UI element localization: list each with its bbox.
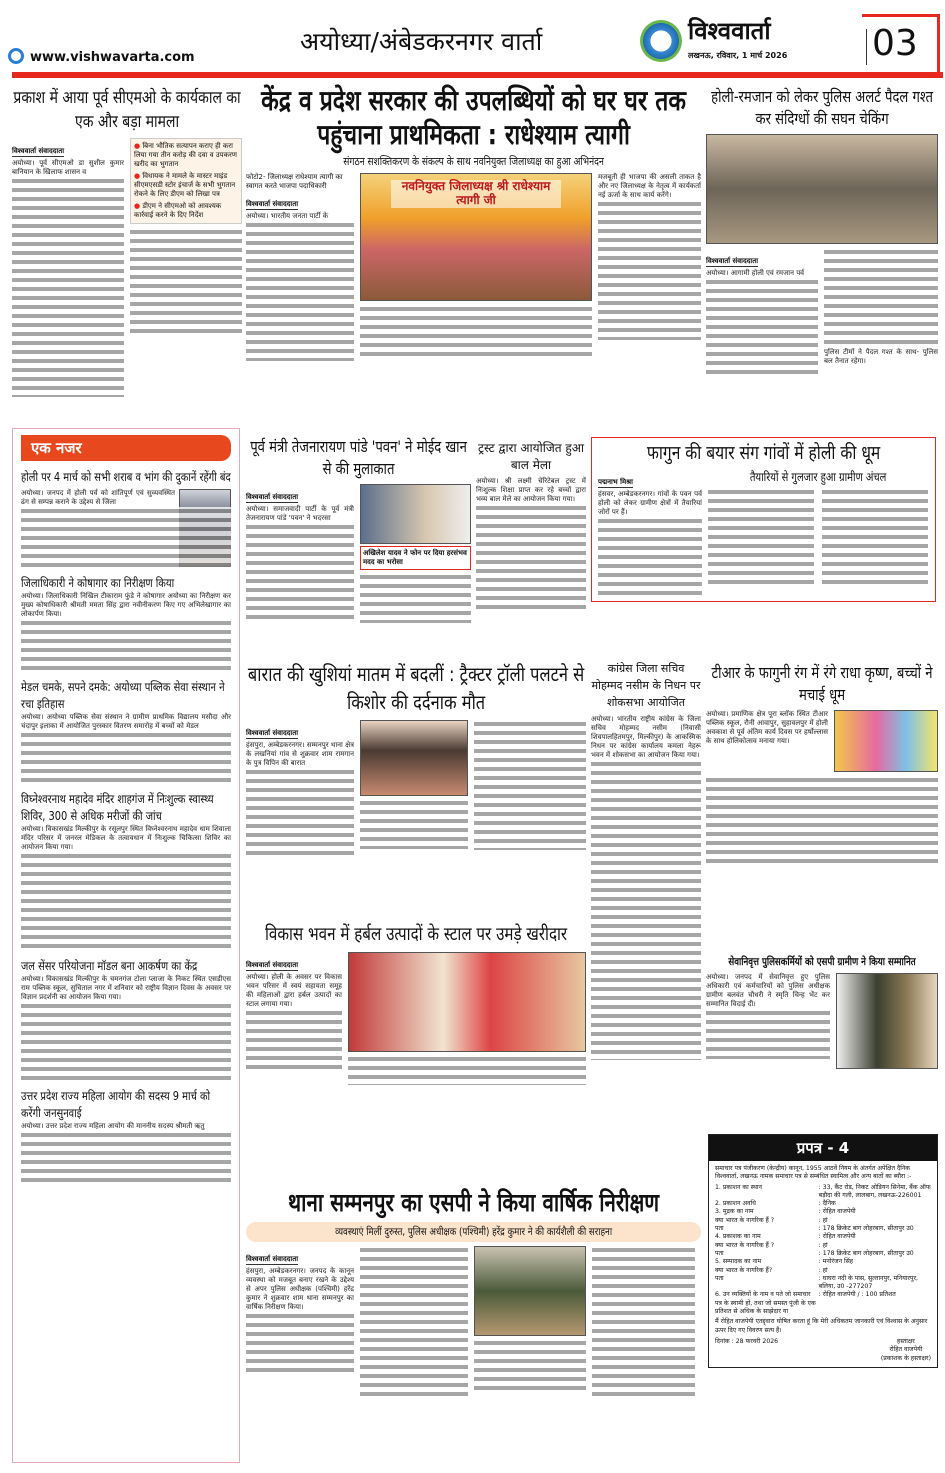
- form-row-value: : रोहित वाजपेयी: [818, 1208, 856, 1216]
- form-row-value: : 178 क्रिकेट बाग लोहरबाग, सीतापुर उ0: [818, 1249, 914, 1257]
- form-row-label: 5. सम्पादक का नाम: [715, 1258, 762, 1266]
- body-text: [598, 200, 701, 340]
- body-text: [360, 1246, 468, 1396]
- form-row: [715, 1242, 931, 1250]
- lead-text: अयोध्या। आगामी होली एवं रमजान पर्व: [706, 269, 805, 277]
- brief-text: अयोध्या। जनपद में होली पर्व को शांतिपूर्ण एवं सुव्यवस्थित ढंग से सम्पन्न कराने के उद्देश्य से जिला: [21, 489, 175, 506]
- form-row: [715, 1258, 931, 1266]
- callout-box: [360, 546, 471, 570]
- byline: विश्ववार्ता संवाददाता: [246, 961, 299, 969]
- form-row: [715, 1275, 931, 1292]
- brief-text: अयोध्या। विकासखंड मिल्कीपुर के चमनगंज टोला प्लाजा के निकट स्थित एसडीएस राम पब्लिक स्कूल, सुचिताल नगर में शनिवार को राष्ट्रीय विज्ञान दिवस के अवसर पर विज्ञान प्रदर्शनी का आयोजन किया गया।: [21, 975, 231, 1001]
- brief-text: अयोध्या। जिलाधिकारी निखिल टीकाराम फुंडे ने कोषागार अयोध्या का निरीक्षण कर मुख्य कोषाधिकारी श्रीमती ममता सिंह द्वारा नवीनीकरण किए गए अभिलेखागार का लोकार्पण किया।: [21, 592, 231, 618]
- ek-nazar-sidebar: [12, 428, 240, 1463]
- story-sevanivrit: [706, 955, 938, 1069]
- photo-banner: नवनियुक्त जिलाध्यक्ष श्री राधेश्याम त्यागी जी: [391, 180, 561, 208]
- lead-text: अयोध्या। पूर्व सीएमओ डा सुशील कुमार बानियान के खिलाफ शासन व: [12, 159, 124, 176]
- body-text: [21, 1131, 231, 1185]
- form-signer-role: (प्रकाशक के हस्ताक्षर): [880, 1354, 931, 1362]
- story-cmo: [12, 86, 242, 397]
- form-row: [715, 1267, 931, 1275]
- body-text: [246, 1009, 342, 1069]
- brand-logo-icon: [640, 20, 682, 62]
- body-text: [824, 248, 938, 348]
- form-row-label: 6. उन व्यक्तियों के नाम व पते जो समाचार पत्र के स्वामी हों, तथा जो समस्त पूंजी के एक प्रतिशत से अधिक के साझेदार या: [715, 1291, 816, 1316]
- body-text: [592, 1246, 695, 1396]
- form-title: प्रपत्र - 4: [709, 1135, 937, 1161]
- body-text: [21, 619, 231, 673]
- story-tr: [706, 662, 938, 866]
- story-vikas: [246, 922, 586, 1085]
- subhead: व्यवस्थाएं मिलीं दुरुस्त, पुलिस अधीक्षक (पश्चिमी) हरेंद्र कुमार ने की कार्यशैली की सराहना: [335, 1226, 613, 1238]
- form-row-value: : हां: [818, 1266, 828, 1274]
- form-row-label: 3. मुद्रक का नाम: [715, 1208, 754, 1216]
- dateline: लखनऊ, रविवार, 1 मार्च 2026: [688, 51, 788, 60]
- headline: थाना सम्मनपुर का एसपी ने किया वार्षिक निरीक्षण: [288, 1188, 660, 1217]
- body-text: [246, 221, 354, 361]
- form-row: [715, 1217, 931, 1225]
- victim-photo: [360, 720, 468, 796]
- subhead-box: [246, 1222, 701, 1242]
- body-text: [706, 776, 938, 866]
- story-police: [706, 86, 938, 378]
- byline: विश्ववार्ता संवाददाता: [246, 200, 299, 208]
- form-row-value: : मनोरंजन सिंह: [818, 1258, 854, 1266]
- form-row-value: : 178 क्रिकेट बाग लोहरबाग, सीतापुर उ0: [818, 1225, 914, 1233]
- body-text: [348, 1055, 586, 1085]
- body-text: [21, 507, 231, 567]
- headline: ट्रस्ट द्वारा आयोजित हुआ बाल मेला: [477, 441, 585, 472]
- meeting-photo: [360, 484, 471, 544]
- brief-headline: मेडल चमके, सपने दमके: अयोध्या पब्लिक सेवा संस्थान ने रचा इतिहास: [21, 680, 225, 711]
- story-congress: [591, 660, 701, 1060]
- lead-text: अयोध्या। प्रमाणिक क्षेत्र पूरा ब्लॉक स्थित टीआर पब्लिक स्कूल, रौनी आवापुर, सुहावलपुर में होली अवकाश से पूर्व अंतिम कार्य दिवस पर हर्षोल्लास के साथ होलिकोत्सव मनाया गया।: [706, 710, 828, 745]
- body-text: [476, 504, 586, 614]
- form-row-label: पता: [715, 1225, 724, 1233]
- page-number-box: [862, 14, 940, 72]
- form-row: [715, 1291, 931, 1316]
- body-text: [246, 768, 354, 858]
- body-text: [130, 228, 242, 338]
- body-text: [21, 731, 231, 785]
- brief-headline: जिलाधिकारी ने कोषागार का निरीक्षण किया: [21, 576, 175, 590]
- police-patrol-photo: [706, 134, 938, 244]
- form-sign-label: हस्ताक्षर: [897, 1337, 915, 1345]
- lead-text: हंसपुरा, अम्बेडकरनगर। सम्मनपुर थाना क्षेत्र के लखनियां गांव से शुक्रवार शाम रामगान के पुत्र विपिन की बारात: [246, 741, 354, 767]
- herbal-stall-photo: [348, 952, 586, 1052]
- headline: होली-रमजान को लेकर पुलिस अलर्ट पैदल गश्त कर संदिग्धों की सघन चेकिंग: [711, 87, 933, 128]
- form-row-value: : 33, कैंट रोड, निकट ओडियन सिनेमा, बैंक ऑफ बड़ौदा की गली, लालबाग, लखनऊ-226001: [818, 1183, 931, 1199]
- headline: पूर्व मंत्री तेजनारायण पांडे 'पवन' ने मोईद खान से की मुलाकात: [250, 437, 467, 478]
- body-text: [360, 305, 592, 359]
- lead-text: हंसवर, अम्बेडकरनगर। गांवों के पवन पर्व होली को लेकर ग्रामीण क्षेत्रों में तैयारियां जोरों पर हैं।: [598, 490, 702, 516]
- form-row-value: : रोहित वाजपेयी: [818, 1233, 856, 1241]
- section-title: अयोध्या/अंबेडकरनगर वार्ता: [300, 27, 543, 56]
- story-trust: [476, 440, 586, 614]
- form-row-label: 1. प्रकाशन का स्थान: [715, 1183, 762, 1191]
- brief-text: अयोध्या। विकासखंड मिल्कीपुर के रसूलपुर स्थित विघ्नेश्वरनाथ महादेव धाम शिवाला मंदिर परिसर में जनरल मेडिकल के तत्वावधान में निःशुल्क चिकित्सा शिविर का आयोजन किया गया।: [21, 825, 231, 851]
- headline: सेवानिवृत्त पुलिसकर्मियों को एसपी ग्रामीण ने किया सम्मानित: [728, 956, 916, 968]
- body-text: [591, 760, 701, 1060]
- byline: विश्ववार्ता संवाददाता: [246, 493, 299, 501]
- lead-text: अयोध्या। भारतीय राष्ट्रीय कांग्रेस के जिला सचिव मोहम्मद नसीम (निवासी शिवपालहितमपुर, मिल्कीपुर) के आकस्मिक निधन पर कांग्रेस कार्यालय कमला नेहरू भवन में शोकसभा का आयोजन किया गया।: [591, 715, 701, 759]
- form-row-label: पता: [715, 1274, 724, 1282]
- brand-name: विश्ववार्ता: [688, 17, 771, 45]
- brief-item: [21, 469, 231, 569]
- form-row-value: : हां: [818, 1241, 828, 1249]
- sidebar-label: एक नजर: [21, 435, 231, 461]
- form-row-value: : दैनिक: [818, 1200, 836, 1208]
- body-text-col3: मजबूती ही भाजपा की असली ताकत है और नए जिलाध्यक्ष के नेतृत्व में कार्यकर्ता नई ऊर्जा के साथ कार्य करेंगे।: [598, 173, 701, 199]
- body-text: [708, 488, 814, 588]
- form-declaration: मैं रोहित वाजपेयी एतद्द्वारा घोषित करता हूं कि मेरी अधिकतम जानकारी एवं विश्वास के अनुसार ऊपर दिए गए विवरण सत्य हैं।: [715, 1318, 928, 1334]
- headline: बारात की खुशियां मातम में बदलीं : ट्रैक्टर ट्रॉली पलटने से किशोर की दर्दनाक मौत: [247, 662, 585, 714]
- inspection-photo: [474, 1246, 586, 1336]
- form-row-value: : हां: [818, 1216, 828, 1224]
- brief-text: अयोध्या। अयोध्या पब्लिक सेवा संस्थान ने ग्रामीण प्राथमिक विद्यालय मसौदा और चंदापुर इलाका में आयोजित पुरस्कार वितरण समारोह में बच्चों को मेडल: [21, 713, 231, 730]
- form-row-value: : घाघरा नदी के पास, सुल्तानपुर, मनियारपुर, बलिया, उ0 -277207: [818, 1274, 918, 1291]
- brief-headline: जल सेंसर परियोजना मॉडल बना आकर्षण का केंद्र: [21, 959, 198, 973]
- felicitation-photo: [360, 173, 592, 301]
- page-number: 03: [872, 23, 918, 64]
- form-row-label: क्या भारत के नागरिक हैं ?: [715, 1216, 775, 1224]
- headline: टीआर के फागुनी रंग में रंगे राधा कृष्ण, बच्चों ने मचाई धूम: [711, 663, 933, 704]
- body-text: [598, 517, 702, 597]
- lead-text: अयोध्या। भारतीय जनता पार्टी के: [246, 212, 329, 220]
- form-row-label: 4. प्रकाशक का नाम: [715, 1233, 761, 1241]
- body-text: [21, 1002, 231, 1082]
- form-row: [715, 1233, 931, 1241]
- brief-item: [21, 575, 231, 673]
- lead-text: अयोध्या। होली के अवसर पर विकास भवन परिसर में स्वयं सहायता समूह की महिलाओं द्वारा हर्बल उत्पादों का स्टाल लगाया गया।: [246, 973, 342, 1008]
- closing-text: पुलिस टीमों ने पैदल गश्त के साथ- पुलिस बल तैनात रहेगा।: [824, 348, 938, 365]
- byline: विश्ववार्ता संवाददाता: [12, 147, 65, 155]
- story-pandey: [246, 436, 471, 623]
- headline: विकास भवन में हर्बल उत्पादों के स्टाल पर उमड़े खरीदार: [264, 924, 568, 945]
- form-intro: समाचार पत्र पंजीकरण (केन्द्रीय) कानून, 1955 आठवें नियम के अंतर्गत अपेक्षित दैनिक विश्ववार्ता, लखनऊ नामक समाचार पत्र से सम्बंधित स्वामित्व और अन्य बातों का ब्यौरा :-: [715, 1165, 912, 1181]
- byline: विश्ववार्ता संवाददाता: [246, 1255, 299, 1263]
- byline: पद्मनाभ मिश्रा: [598, 478, 633, 486]
- photo-caption: फोटो2- जिलाध्यक्ष राधेश्याम त्यागी का स्वागत करते भाजपा पदाधिकारी: [246, 173, 343, 190]
- felicitation-photo: [836, 973, 938, 1069]
- story-thana: [246, 1188, 701, 1396]
- body-text: [474, 1339, 586, 1395]
- story-barat: [246, 660, 586, 858]
- form-row: [715, 1208, 931, 1216]
- body-text: [21, 852, 231, 952]
- masthead: [0, 0, 945, 80]
- headline: प्रकाश में आया पूर्व सीएमओ के कार्यकाल का एक और बड़ा मामला: [13, 88, 241, 132]
- bullet: ● बिना भौतिक सत्यापन कराए ही करा लिया गया तीन करोड़ की दवा व उपकरण खरीद का भुगतान: [134, 142, 237, 168]
- form-row-label: 2. प्रकाशन अवधि: [715, 1200, 756, 1208]
- form-row-label: क्या भारत के नागरिक हैं ?: [715, 1241, 775, 1249]
- body-text: [246, 1312, 354, 1372]
- brief-headline: उत्तर प्रदेश राज्य महिला आयोग की सदस्य 9 मार्च को करेंगी जनसुनवाई: [21, 1089, 211, 1120]
- form-row-value: : रोहित वाजपेयी / : 100 प्रतिशत: [818, 1291, 896, 1299]
- form-row-label: क्या भारत के नागरिक हैं?: [715, 1266, 773, 1274]
- lead-text: हंसपुरा, अम्बेडकरनगर। जनपद के कानून व्यवस्था को मजबूत बनाए रखने के उद्देश्य से अपर पुलिस अधीक्षक (पश्चिमी) हरेंद्र कुमार ने शुक्रवार शाम थाना सम्मनपुर का वार्षिक निरीक्षण किया।: [246, 1267, 354, 1311]
- form-signer: रोहित वाजपेयी: [889, 1346, 923, 1354]
- body-text: [246, 523, 354, 623]
- form-row: [715, 1184, 931, 1201]
- lead-text: अयोध्या। श्री लक्ष्मी चेरिटेबल ट्रस्ट में निःशुल्क शिक्षा प्राप्त कर रहे बच्चों द्वारा भव्य बाल मेले का आयोजन किया गया।: [476, 477, 586, 503]
- body-text: [474, 720, 586, 850]
- header-rule: [12, 72, 943, 78]
- body-text: [706, 278, 818, 378]
- form-row-label: पता: [715, 1249, 724, 1257]
- bullets-box: [130, 138, 242, 224]
- headline: कांग्रेस जिला सचिव मोहम्मद नसीम के निधन पर शोकसभा आयोजित: [591, 662, 701, 709]
- callout-text: अखिलेश यादव ने फोन पर दिया हरसंभव मदद का भरोसा: [363, 549, 467, 566]
- ie-logo-icon: [8, 48, 24, 64]
- body-text: [12, 177, 124, 397]
- lead-text: अयोध्या। समाजवादी पार्टी के पूर्व मंत्री तेजनारायण पांडे 'पवन' ने भदरसा: [246, 505, 354, 522]
- website-url[interactable]: www.vishwavarta.com: [30, 50, 195, 65]
- body-text: [822, 488, 928, 588]
- form-date: दिनांक : 28 फरवरी 2026: [715, 1337, 779, 1345]
- byline: विश्ववार्ता संवाददाता: [246, 729, 299, 737]
- body-text: [360, 573, 471, 623]
- bullet: ● विधायक ने मामले के मास्टर माइंड सीएमएसडी स्टोर इंचार्ज के सभी भुगतान रोकने के लिए डीएम को लिखा पत्र: [134, 172, 236, 198]
- headline: फागुन की बयार संग गांवों में होली की धूम: [646, 442, 881, 464]
- body-text: [360, 799, 468, 849]
- headline: केंद्र व प्रदेश सरकार की उपलब्धियों को घर घर तक पहुंचाना प्राथमिकता : राधेश्याम त्यागी: [261, 84, 686, 151]
- story-fagun: [591, 437, 936, 602]
- subhead: तैयारियों से गुलजार हुआ ग्रामीण अंचल: [749, 470, 887, 484]
- bullet: ● डीएम ने सीएमओ को आवश्यक कार्रवाई करने के दिए निर्देश: [134, 202, 222, 219]
- lead-text: अयोध्या। जनपद में सेवानिवृत्त हुए पुलिस अधिकारी एवं कर्मचारियों को पुलिस अधीक्षक ग्रामीण बलवंत चौधरी ने स्मृति चिन्ह भेंट कर सम्मानित विदाई दी।: [706, 973, 830, 1008]
- children-holi-photo: [834, 710, 938, 772]
- story-lead: [246, 84, 701, 361]
- form-4-box: [708, 1134, 938, 1368]
- brief-item: [21, 958, 231, 1082]
- brief-item: [21, 1088, 231, 1185]
- brief-headline: विघ्नेश्वरनाथ महादेव मंदिर शाहगंज में निःशुल्क स्वास्थ्य शिविर, 300 से अधिक मरीजों की जांच: [21, 792, 214, 823]
- body-text: [706, 1009, 830, 1059]
- brief-item: [21, 679, 231, 785]
- subhead: संगठन सशक्तिकरण के संकल्प के साथ नवनियुक्त जिलाध्यक्ष का हुआ अभिनंदन: [343, 155, 604, 168]
- form-rows: [715, 1184, 931, 1317]
- byline: विश्ववार्ता संवाददाता: [706, 257, 759, 265]
- brief-item: [21, 791, 231, 952]
- brief-headline: होली पर 4 मार्च को सभी शराब व भांग की दुकानें रहेंगी बंद: [21, 470, 231, 484]
- brief-text: अयोध्या। उत्तर प्रदेश राज्य महिला आयोग की माननीय सदस्य श्रीमती ऋतु: [21, 1122, 205, 1130]
